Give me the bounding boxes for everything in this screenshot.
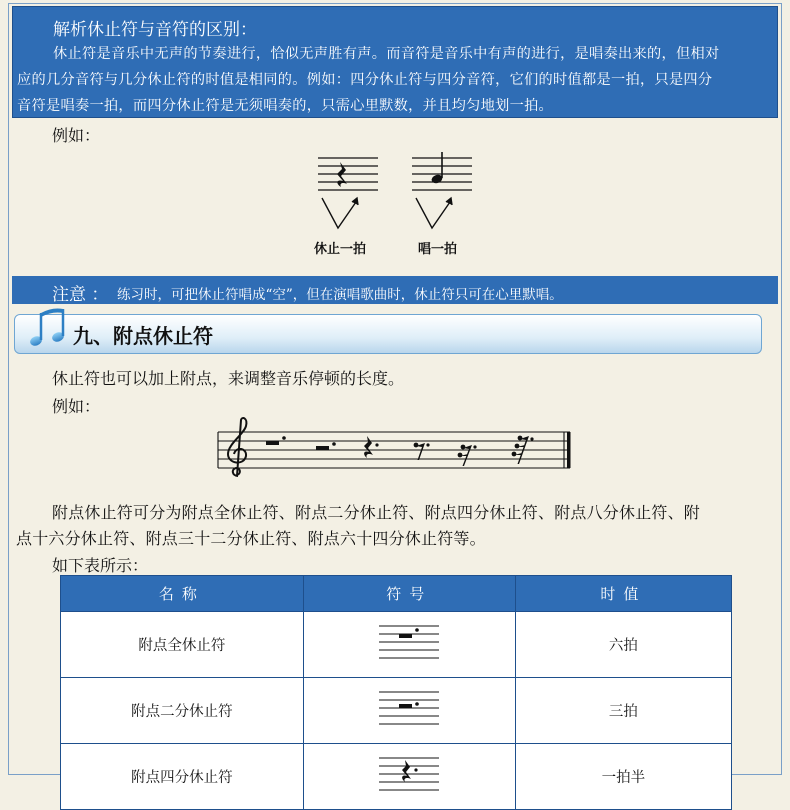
row-symbol <box>303 612 515 678</box>
info-line-1: 休止符是音乐中无声的节奏进行，恰似无声胜有声。而音符是音乐中有声的进行，是唱奏出来的，但相对 <box>53 46 720 62</box>
quarter-note-icon <box>430 152 443 185</box>
row-symbol <box>303 744 515 810</box>
note-text: 练习时，可把休止符唱成“空”，但在演唱歌曲时，休止符只可在心里默唱。 <box>117 287 563 303</box>
row-symbol <box>303 678 515 744</box>
intro-text: 休止符也可以加上附点，来调整音乐停顿的长度。 <box>52 369 405 388</box>
music-notes-icon <box>27 303 73 351</box>
note-label-text: 注意 ： <box>52 285 109 305</box>
info-line-3: 音符是唱奏一拍，而四分休止符是无须唱奏的，只需心里默数，并且均匀地划一拍。 <box>17 98 554 114</box>
section-title: 九、附点休止符 <box>73 324 213 348</box>
row-duration: 一拍半 <box>515 744 731 810</box>
table-row <box>61 678 732 744</box>
info-heading: 解析休止符与音符的区别： <box>53 20 257 40</box>
paragraph-line-1: 附点休止符可分为附点全休止符、附点二分休止符、附点四分休止符、附点八分休止符、附 <box>52 503 701 522</box>
header-symbol: 符号 <box>303 576 515 612</box>
header-duration: 时值 <box>515 576 731 612</box>
paragraph-line-2: 点十六分休止符、附点三十二分休止符、附点六十四分休止符等。 <box>16 529 486 548</box>
table-row <box>61 612 732 678</box>
note-box <box>12 276 778 304</box>
table-header-row <box>61 576 732 612</box>
dotted-whole-rest-icon <box>377 620 441 666</box>
example-label-2: 例如： <box>52 397 101 416</box>
row-duration: 六拍 <box>515 612 731 678</box>
row-duration: 三拍 <box>515 678 731 744</box>
header-name: 名称 <box>61 576 304 612</box>
dotted-half-rest-icon <box>377 686 441 732</box>
section-header <box>14 314 762 354</box>
info-box <box>12 6 778 118</box>
table-intro: 如下表所示： <box>52 556 149 575</box>
row-name: 附点四分休止符 <box>61 744 304 810</box>
rest-vs-note-figure <box>300 148 500 238</box>
rest-label: 休止一拍 <box>314 242 367 257</box>
row-name: 附点二分休止符 <box>61 678 304 744</box>
dotted-quarter-rest-icon <box>377 752 441 798</box>
note-label: 唱一拍 <box>418 242 458 257</box>
info-line-2: 应的几分音符与几分休止符的时值是相同的。例如：四分休止符与四分音符，它们的时值都是一拍，只是四分 <box>17 72 713 88</box>
dotted-rest-table <box>60 575 732 810</box>
treble-clef-icon <box>228 418 246 476</box>
example-label-1: 例如： <box>52 126 101 145</box>
table-row <box>61 744 732 810</box>
dotted-rests-staff <box>214 414 576 486</box>
row-name: 附点全休止符 <box>61 612 304 678</box>
